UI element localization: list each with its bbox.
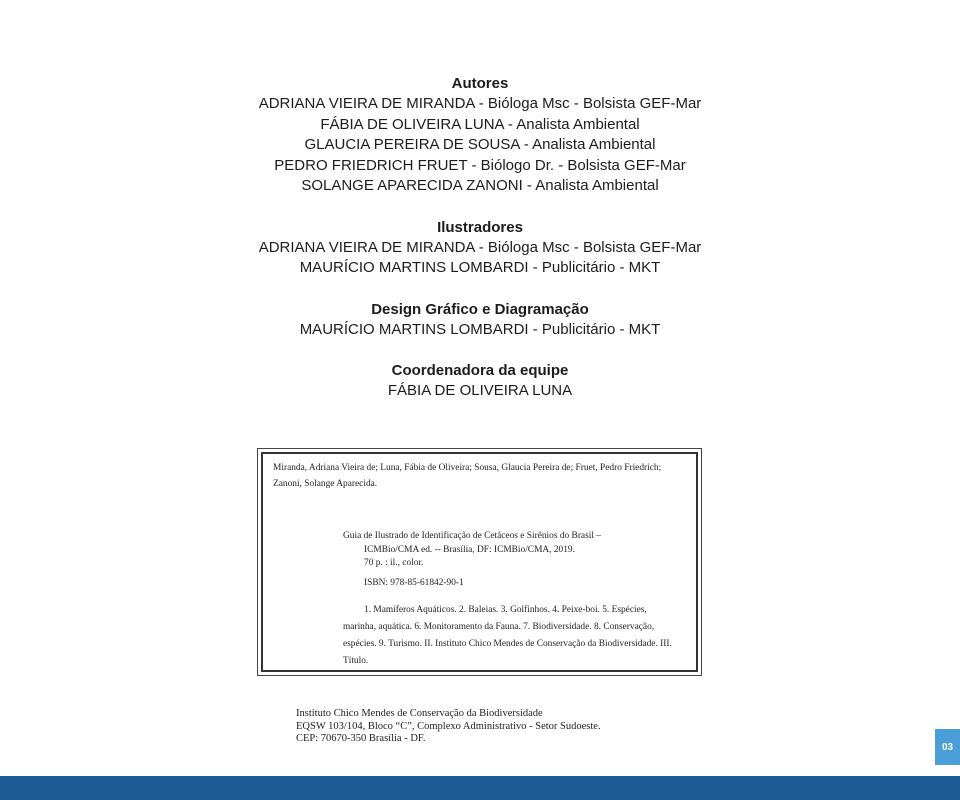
catalog-authors: Miranda, Adriana Vieira de; Luna, Fábia de Oliveira; Sousa, Glaucia Pereira de; Fruet, Pedro Friedrich; Zanoni, Solange Aparecida. <box>273 463 662 489</box>
credit-line: FÁBIA DE OLIVEIRA LUNA - Analista Ambiental <box>320 115 640 133</box>
credits-section-authors <box>0 74 960 197</box>
credit-line: PEDRO FRIEDRICH FRUET - Biólogo Dr. - Bolsista GEF-Mar <box>274 156 686 174</box>
credit-line: ADRIANA VIEIRA DE MIRANDA - Bióloga Msc - Bolsista GEF-Mar <box>258 95 702 112</box>
page-number: 03 <box>941 741 954 753</box>
section-heading: Design Gráfico e Diagramação <box>371 300 589 318</box>
credits-section-illustrators <box>0 218 960 279</box>
catalog-subjects: 1. Mamíferos Aquáticos. 2. Baleias. 3. Golfinhos. 4. Peixe-boi. 5. Espécies, marinha, aquática. 6. Monitoramento da Fauna. 7. Biodiversidade. 8. Conservação, espécies. 9. Turismo. II. Instituto Chico Mendes de Conservação da Biodiversidade. III. Título. <box>343 605 672 666</box>
address-line: Instituto Chico Mendes de Conservação da Biodiversidade <box>296 708 543 719</box>
credits-section-coordinator <box>0 361 960 402</box>
section-heading: Ilustradores <box>437 218 523 236</box>
page-number-tab <box>935 729 960 765</box>
catalog-card-inner <box>261 452 698 672</box>
catalog-pages: 70 p. : il., color. <box>364 557 424 568</box>
catalog-card <box>257 448 702 676</box>
credit-line: ADRIANA VIEIRA DE MIRANDA - Bióloga Msc - Bolsista GEF-Mar <box>258 238 702 256</box>
address-line: CEP: 70670-350 Brasília - DF. <box>296 733 426 744</box>
publisher-address <box>296 708 601 746</box>
credit-line: MAURÍCIO MARTINS LOMBARDI - Publicitário - MKT <box>299 259 661 276</box>
catalog-imprint-block <box>364 544 575 569</box>
credit-line: SOLANGE APARECIDA ZANONI - Analista Ambiental <box>301 177 659 194</box>
catalog-imprint: ICMBio/CMA ed. -- Brasília, DF: ICMBio/CMA, 2019. <box>364 545 575 555</box>
section-heading: Coordenadora da equipe <box>391 362 569 379</box>
credit-line: GLAUCIA PEREIRA DE SOUSA - Analista Ambiental <box>304 136 656 153</box>
credits-block <box>0 74 960 423</box>
address-line: EQSW 103/104, Bloco “C”, Complexo Administrativo - Setor Sudoeste. <box>296 720 601 732</box>
credits-section-design <box>0 300 960 341</box>
catalog-isbn: ISBN: 978-85-61842-90-1 <box>364 578 464 588</box>
catalog-title: Guia de Ilustrado de Identificação de Cetáceos e Sirênios do Brasil – <box>343 531 601 541</box>
credit-line: MAURÍCIO MARTINS LOMBARDI - Publicitário - MKT <box>299 320 661 338</box>
section-heading: Autores <box>451 75 509 92</box>
footer-bar <box>0 776 960 800</box>
credit-line: FÁBIA DE OLIVEIRA LUNA <box>387 382 573 399</box>
